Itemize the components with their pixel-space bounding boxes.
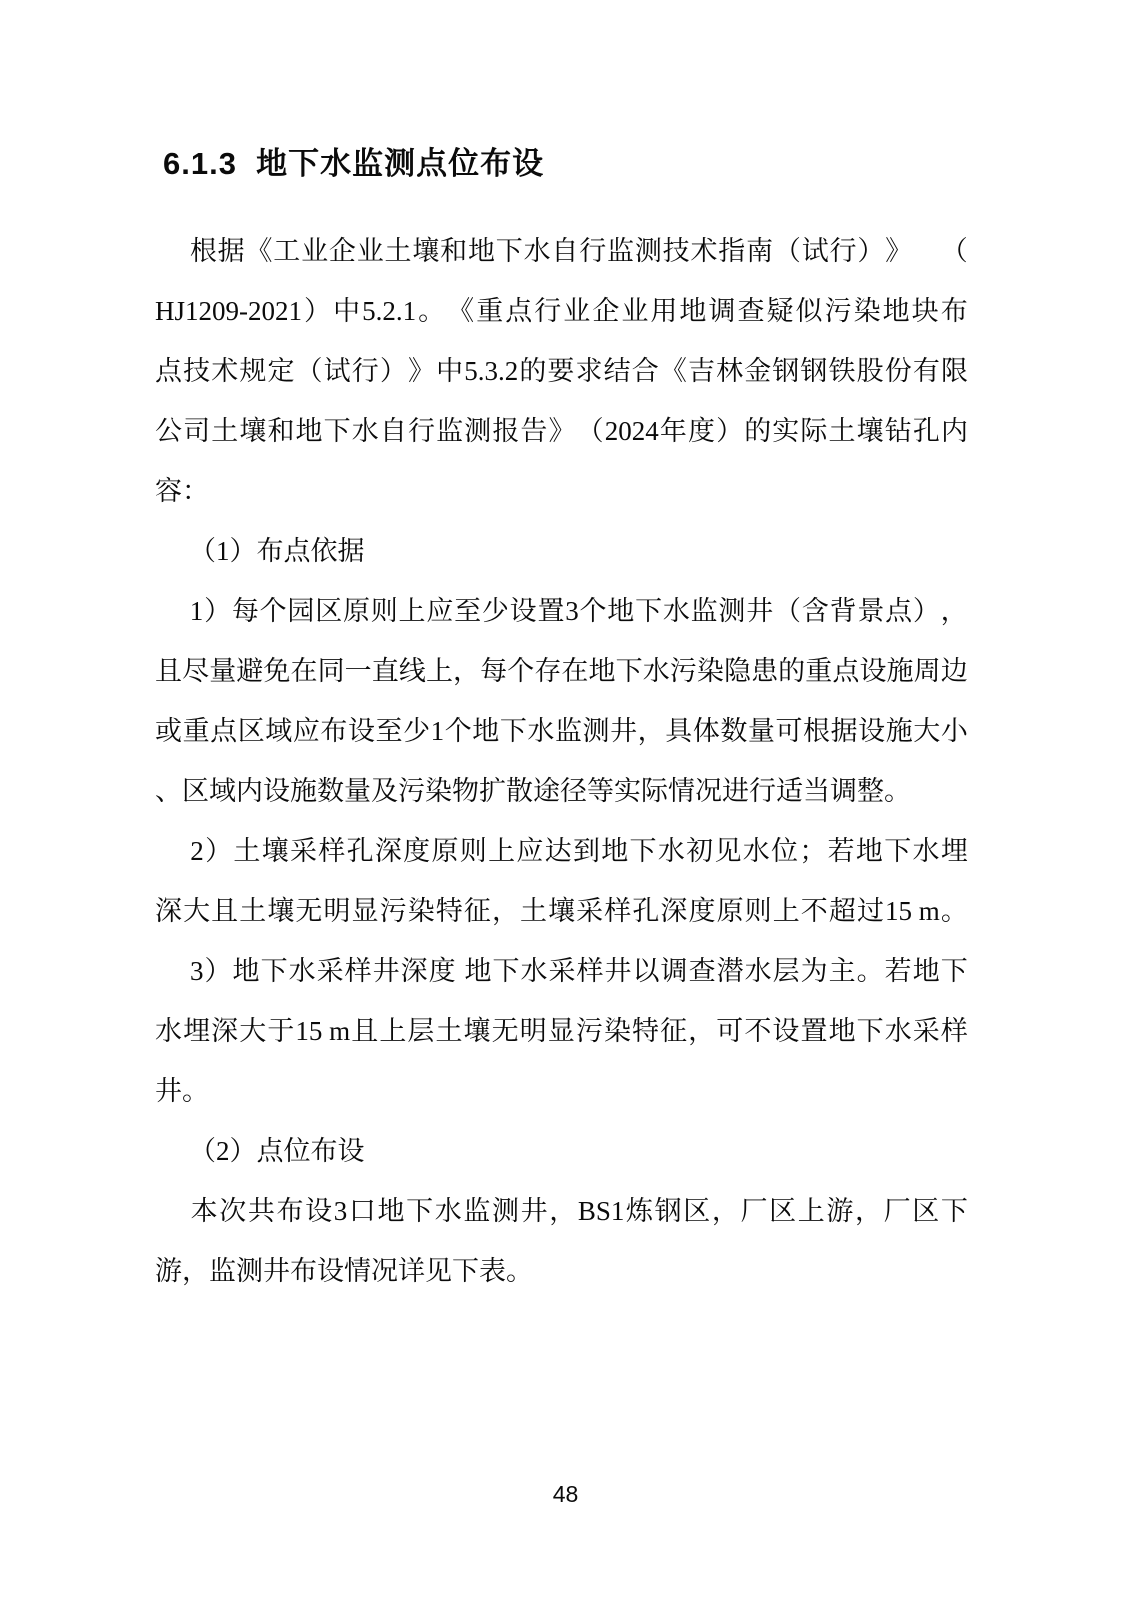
text-line: 且 尽 量 避 免 在 同 一 直 线 上 ， 每 个 存 在 地 下 水 污 染 隐 患 的 重 点 设 施 周 边 [155, 656, 968, 686]
text-line: 点 技 术 规 定 （ 试 行 ） 》 中 5.3.2 的 要 求 结 合 《 吉 林 金 钢 钢 铁 股 份 有 限 [155, 356, 968, 386]
body-text [155, 221, 968, 1301]
text-line: 井。 [155, 1076, 209, 1106]
text-line: 公 司 土 壤 和 地 下 水 自 行 监 测 报 告 》 （ 2024 年 度 ） 的 实 际 土 壤 钻 孔 内 [155, 416, 968, 446]
text-line: 3 ） 地 下 水 采 样 井 深 度 地 下 水 采 样 井 以 调 查 潜 水 层 为 主 。 若 地 下 [190, 956, 968, 986]
text-line: 深 大 且 土 壤 无 明 显 污 染 特 征 ， 土 壤 采 样 孔 深 度 原 则 上 不 超 过 15 m 。 [155, 896, 968, 926]
text-line: （1）布点依据 [189, 536, 365, 566]
text-line: （2）点位布设 [189, 1136, 365, 1166]
text-line: 游，监测井布设情况详见下表。 [155, 1256, 533, 1286]
text-line: HJ1209-2021 ） 中 5.2.1 。 《 重 点 行 业 企 业 用 地 调 查 疑 似 污 染 地 块 布 [155, 296, 968, 326]
text-line: 本 次 共 布 设 3 口 地 下 水 监 测 井 ， BS1 炼 钢 区 ， 厂 区 上 游 ， 厂 区 下 [190, 1196, 968, 1226]
text-line: 容： [155, 476, 209, 506]
page-number: 48 [552, 1481, 579, 1507]
text-line: 根 据 《 工 业 企 业 土 壤 和 地 下 水 自 行 监 测 技 术 指 南 （ 试 行 ） 》 （ [189, 236, 968, 266]
section-heading: 6.1.3 地下水监测点位布设 [163, 146, 545, 181]
text-line: 水 埋 深 大 于 15 m 且 上 层 土 壤 无 明 显 污 染 特 征 ， 可 不 设 置 地 下 水 采 样 [155, 1016, 968, 1046]
text-line: 、区域内设施数量及污染物扩散途径等实际情况进行适当调整。 [155, 776, 911, 806]
text-line: 2 ） 土 壤 采 样 孔 深 度 原 则 上 应 达 到 地 下 水 初 见 水 位 ； 若 地 下 水 埋 [190, 836, 968, 866]
text-line: 或 重 点 区 域 应 布 设 至 少 1 个 地 下 水 监 测 井 ， 具 体 数 量 可 根 据 设 施 大 小 [155, 716, 968, 746]
text-line: 1 ） 每 个 园 区 原 则 上 应 至 少 设 置 3 个 地 下 水 监 测 井 （ 含 背 景 点 ） ， [189, 596, 968, 626]
